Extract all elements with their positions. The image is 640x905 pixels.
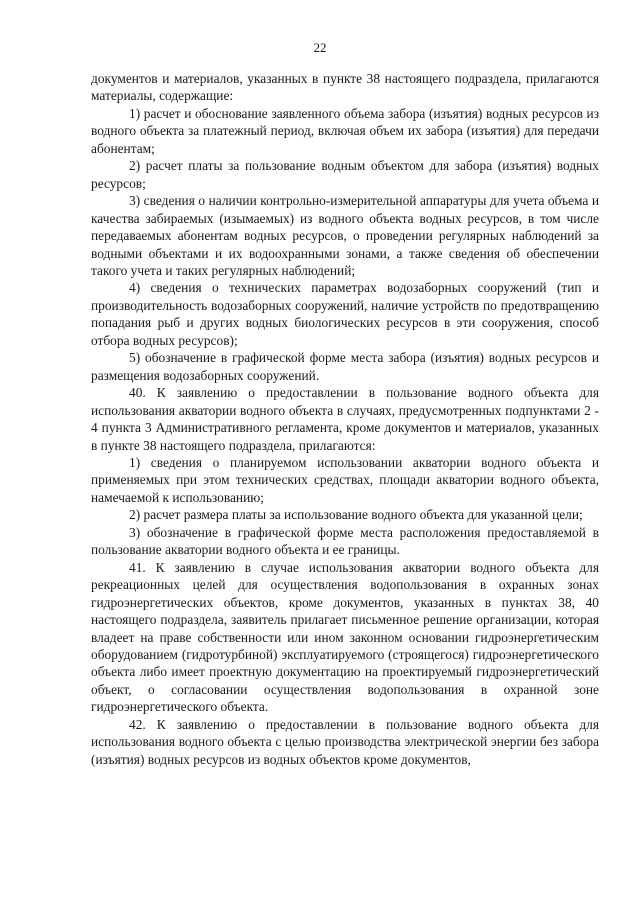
document-body <box>91 70 599 768</box>
paragraph-39-item-4: 4) сведения о технических параметрах водозаборных сооружений (тип и производительность водозаборных сооружений, наличие устройств по предотвращению попадания рыб и других водных биологических ресурсов в эти сооружения, способ отбора водных ресурсов); <box>91 280 599 348</box>
page-number: 22 <box>313 40 327 55</box>
paragraph-40: 40. К заявлению о предоставлении в пользование водного объекта для использования акватории водного объекта в случаях, предусмотренных подпунктами 2 - 4 пункта 3 Административного регламента, кроме документов и материалов, указанных в пункте 38 настоящего подраздела, прилагаются: <box>91 385 599 453</box>
paragraph-42: 42. К заявлению о предоставлении в пользование водного объекта для использования водного объекта с целью производства электрической энергии без забора (изъятия) водных ресурсов из водных объектов кроме документов, <box>91 716 599 767</box>
paragraph-39-item-1: 1) расчет и обоснование заявленного объема забора (изъятия) водных ресурсов из водного объекта за платежный период, включая объем их забора (изъятия) для передачи абонентам; <box>91 105 599 156</box>
paragraph-40-item-2: 2) расчет размера платы за использование водного объекта для указанной цели; <box>129 507 583 523</box>
paragraph-39-item-2: 2) расчет платы за пользование водным объектом для забора (изъятия) водных ресурсов; <box>91 158 599 191</box>
paragraph-40-item-3: 3) обозначение в графической форме места расположения предоставляемой в пользование акватории водного объекта и ее границы. <box>91 524 599 558</box>
paragraph-41: 41. К заявлению в случае использования акватории водного объекта для рекреационных целей для осуществления водопользования в охранных зонах гидроэнергетических объектов, кроме документов, указанных в пунктах 38, 40 настоящего подраздела, заявитель прилагает письменное решение организации, которая владеет на праве собственности или ином законном основании гидроэнергетическим оборудованием (гидротурбиной) эксплуатируемого (строящегося) гидроэнергетического объекта либо имеет проектную документацию на проектируемый гидроэнергетический объект, о согласовании осуществления водопользования в охранной зоне гидроэнергетического объекта. <box>91 559 599 715</box>
paragraph-40-item-1: 1) сведения о планируемом использовании акватории водного объекта и применяемых при этом технических средствах, площади акватории водного объекта, намечаемой к использованию; <box>91 454 599 505</box>
paragraph-continuation: документов и материалов, указанных в пункте 38 настоящего подраздела, прилагаются материалы, содержащие: <box>91 71 599 104</box>
paragraph-39-item-3: 3) сведения о наличии контрольно-измерительной аппаратуры для учета объема и качества забираемых (изымаемых) из водного объекта водных ресурсов, в том числе передаваемых абонентам водных ресурсов, о проведении регулярных наблюдений за водными объектами и их водоохранными зонами, а также сведения об обеспечении такого учета и таких регулярных наблюдений; <box>91 193 599 278</box>
paragraph-39-item-5: 5) обозначение в графической форме места забора (изъятия) водных ресурсов и размещения водозаборных сооружений. <box>91 350 599 383</box>
